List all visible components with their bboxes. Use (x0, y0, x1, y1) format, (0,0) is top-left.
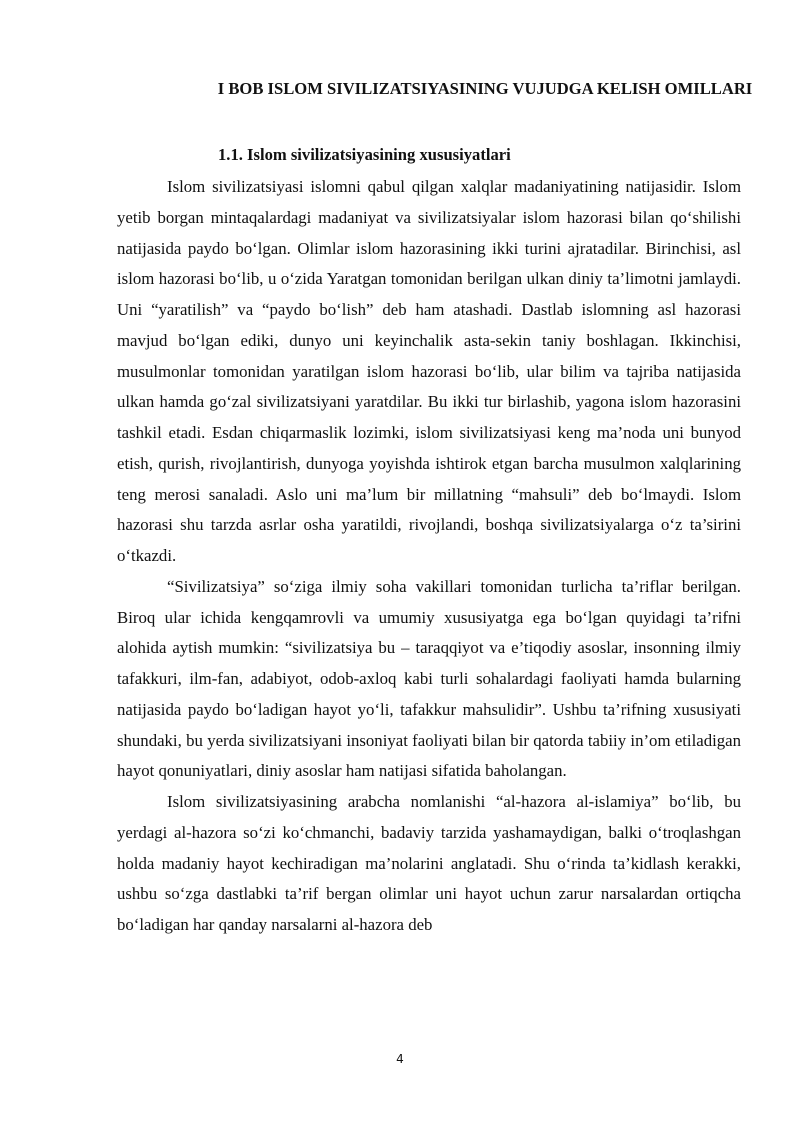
chapter-title: I BOB ISLOM SIVILIZATSIYASINING VUJUDGA KELISH OMILLARI (217, 79, 753, 98)
body-text (117, 172, 741, 941)
paragraph-2: “Sivilizatsiya” so‘ziga ilmiy soha vakillari tomonidan turlicha ta’riflar berilgan. Biroq ular ichida kengqamrovli va umumiy xususiyatga ega bo‘lgan quyidagi ta’rifni alohida aytish mumkin: “sivilizatsiya bu – taraqqiyot va e’tiqodiy asoslar, insonning ilmiy tafakkuri, ilm-fan, adabiyot, odob-axloq kabi turli sohalardagi faoliyati hamda bularning natijasida paydo bo‘ladigan hayot yo‘li, tafakkur mahsulidir”. Ushbu ta’rifning xususiyati shundaki, bu yerda sivilizatsiyani insoniyat faoliyati bilan bir qatorda tabiiy in’om etiladigan hayot qonuniyatlari, diniy asoslar ham natijasi sifatida baholangan. (117, 576, 741, 781)
page-number: 4 (396, 1052, 404, 1066)
paragraph-1: Islom sivilizatsiyasi islomni qabul qilgan xalqlar madaniyatining natijasidir. Islom yetib borgan mintaqalardagi madaniyat va sivilizatsiyalar islom hazorasi bilan qo‘shilishi natijasida paydo bo‘lgan. Olimlar islom hazorasining ikki turini ajratadilar. Birinchisi, asl islom hazorasi bo‘lib, u o‘zida Yaratgan tomonidan berilgan ulkan diniy ta’limotni jamlaydi. Uni “yaratilish” va “paydo bo‘lish” deb ham atashadi. Dastlab islomning asl hazorasi mavjud bo‘lgan ediki, dunyo uni keyinchalik asta-sekin taniy boshlagan. Ikkinchisi, musulmonlar tomonidan yaratilgan islom hazorasi bo‘lib, ular bilim va tajriba natijasida ulkan hamda go‘zal sivilizatsiyani yaratdilar. Bu ikki tur birlashib, yagona islom hazorasini tashkil etadi. Esdan chiqarmaslik lozimki, islom sivilizatsiyasi keng ma’noda uni bunyod etish, qurish, rivojlantirish, dunyoga yoyishda ishtirok etgan barcha musulmon xalqlarining teng merosi sanaladi. Aslo uni ma’lum bir millatning “mahsuli” deb bo‘lmaydi. Islom hazorasi shu tarzda asrlar osha yaratildi, rivojlandi, boshqa sivilizatsiyalarga o‘z ta’sirini o‘tkazdi. (117, 177, 741, 565)
section-title: 1.1. Islom sivilizatsiyasining xususiyatlari (218, 145, 511, 164)
paragraph-3: Islom sivilizatsiyasining arabcha nomlanishi “al-hazora al-islamiya” bo‘lib, bu yerdagi al-hazora so‘zi ko‘chmanchi, badaviy tarzida yashamaydigan, balki o‘troqlashgan holda madaniy hayot kechiradigan ma’nolarini anglatadi. Shu o‘rinda ta’kidlash kerakki, ushbu so‘zga dastlabki ta’rif bergan olimlar uni hayot uchun zarur narsalardan ortiqcha bo‘ladigan har qanday narsalarni al-hazora deb (117, 792, 741, 934)
